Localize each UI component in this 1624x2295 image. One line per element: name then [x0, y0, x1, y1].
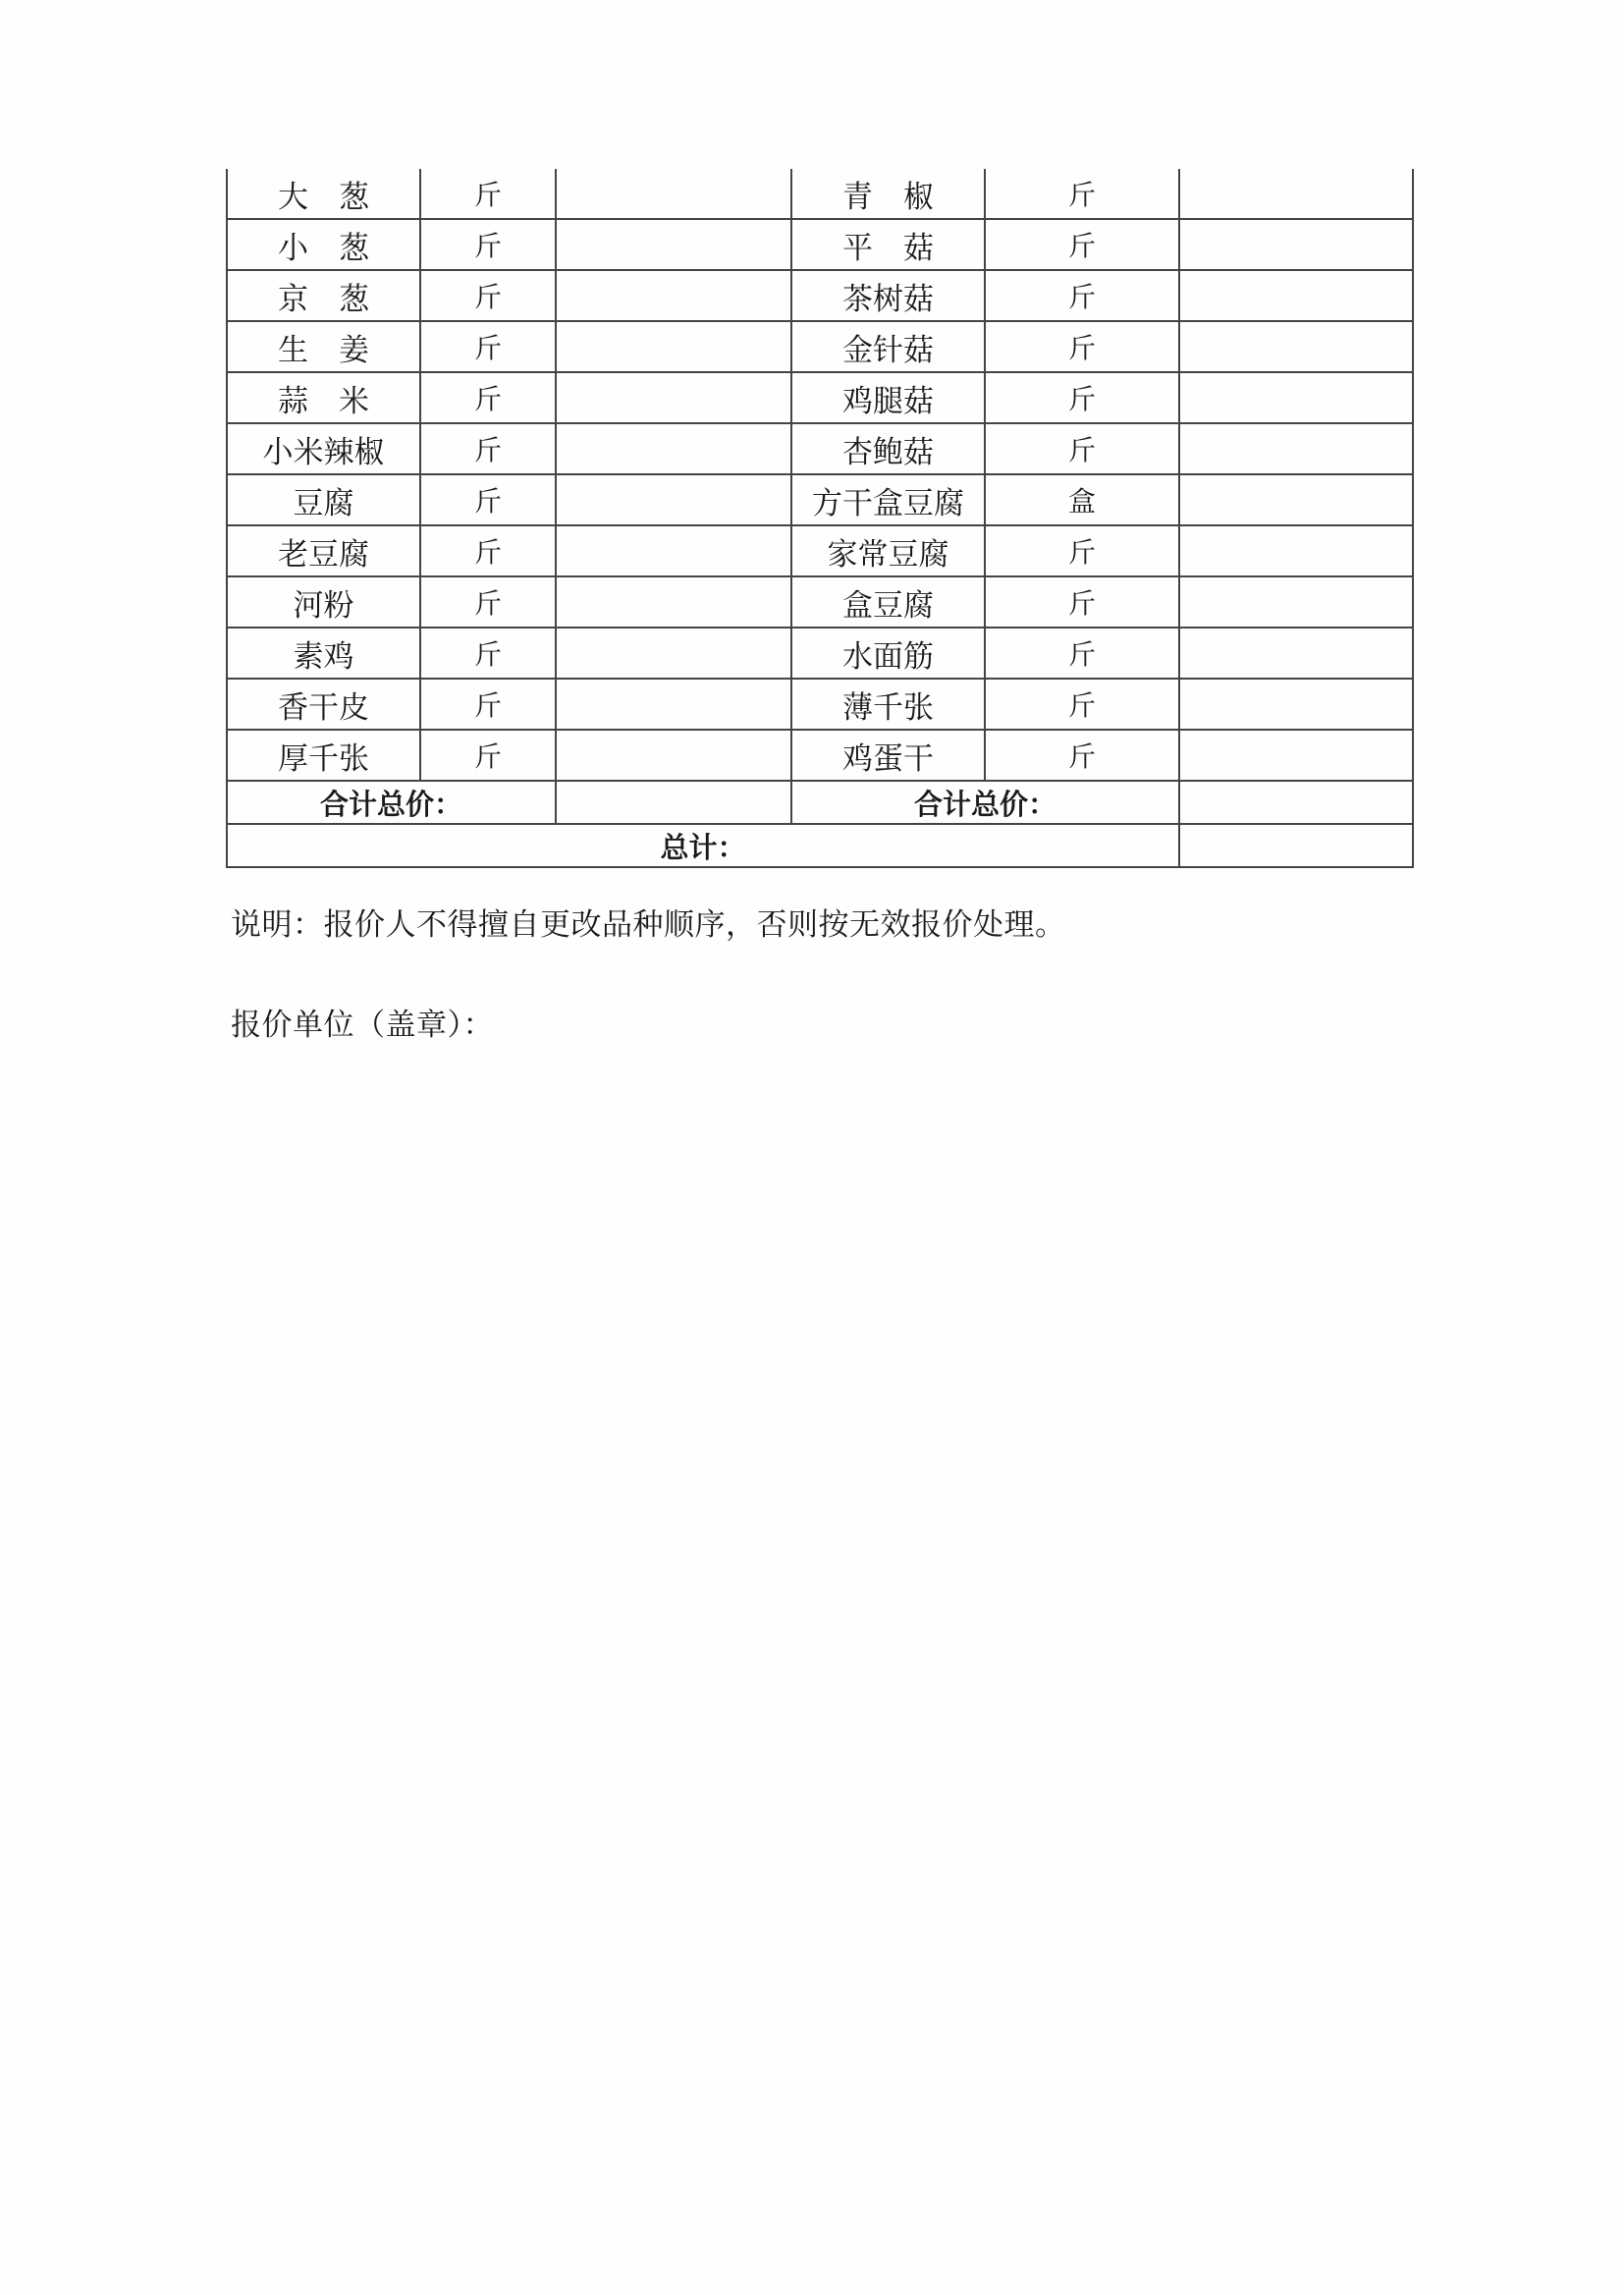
right-item-name: 鸡蛋干: [791, 730, 985, 781]
left-item-name: 蒜 米: [227, 372, 420, 423]
left-item-price: [556, 219, 791, 270]
right-item-name: 方干盒豆腐: [791, 474, 985, 525]
item-rows: [227, 169, 1413, 781]
subtotal-row: [227, 781, 1413, 824]
left-item-price: [556, 169, 791, 219]
right-item-name: 茶树菇: [791, 270, 985, 321]
table-row: [227, 321, 1413, 372]
right-item-unit: 斤: [985, 270, 1179, 321]
left-item-unit: 斤: [420, 423, 556, 474]
price-quote-table: [226, 169, 1414, 868]
table-row: [227, 423, 1413, 474]
right-item-price: [1179, 679, 1413, 730]
left-item-unit: 斤: [420, 372, 556, 423]
left-item-name: 生 姜: [227, 321, 420, 372]
left-item-price: [556, 730, 791, 781]
left-item-name: 老豆腐: [227, 525, 420, 576]
right-item-price: [1179, 270, 1413, 321]
table-row: [227, 679, 1413, 730]
right-item-unit: 斤: [985, 219, 1179, 270]
right-item-unit: 斤: [985, 679, 1179, 730]
right-item-price: [1179, 321, 1413, 372]
right-item-name: 青 椒: [791, 169, 985, 219]
left-item-price: [556, 474, 791, 525]
right-item-unit: 斤: [985, 321, 1179, 372]
right-item-price: [1179, 423, 1413, 474]
right-item-unit: 斤: [985, 730, 1179, 781]
left-item-price: [556, 628, 791, 679]
right-item-price: [1179, 219, 1413, 270]
right-item-name: 金针菇: [791, 321, 985, 372]
table-row: [227, 219, 1413, 270]
right-item-unit: 斤: [985, 423, 1179, 474]
left-item-name: 京 葱: [227, 270, 420, 321]
left-item-price: [556, 270, 791, 321]
subtotal-left-value: [556, 781, 791, 824]
right-item-name: 平 菇: [791, 219, 985, 270]
table-row: [227, 730, 1413, 781]
right-item-price: [1179, 576, 1413, 628]
left-item-unit: 斤: [420, 321, 556, 372]
left-item-unit: 斤: [420, 576, 556, 628]
left-item-name: 素鸡: [227, 628, 420, 679]
table-row: [227, 270, 1413, 321]
left-item-price: [556, 679, 791, 730]
left-item-price: [556, 525, 791, 576]
quoting-unit-stamp-line: 报价单位（盖章）：: [231, 1008, 494, 1043]
right-item-name: 盒豆腐: [791, 576, 985, 628]
right-item-unit: 斤: [985, 576, 1179, 628]
left-item-unit: 斤: [420, 474, 556, 525]
right-item-unit: 盒: [985, 474, 1179, 525]
table-row: [227, 169, 1413, 219]
table-row: [227, 474, 1413, 525]
grand-total-value: [1179, 824, 1413, 867]
left-item-unit: 斤: [420, 730, 556, 781]
subtotal-right-value: [1179, 781, 1413, 824]
table-row: [227, 372, 1413, 423]
right-item-name: 家常豆腐: [791, 525, 985, 576]
grand-total-label: 总计：: [227, 824, 1179, 867]
grand-total-row: [227, 824, 1413, 867]
subtotal-right-label: 合计总价：: [791, 781, 1179, 824]
left-item-unit: 斤: [420, 219, 556, 270]
left-item-unit: 斤: [420, 525, 556, 576]
right-item-name: 杏鲍菇: [791, 423, 985, 474]
left-item-name: 大 葱: [227, 169, 420, 219]
table-row: [227, 576, 1413, 628]
left-item-price: [556, 321, 791, 372]
right-item-name: 水面筋: [791, 628, 985, 679]
right-item-price: [1179, 628, 1413, 679]
instruction-note: 说明：报价人不得擅自更改品种顺序，否则按无效报价处理。: [231, 907, 1066, 943]
left-item-name: 小米辣椒: [227, 423, 420, 474]
subtotal-left-label: 合计总价：: [227, 781, 556, 824]
left-item-name: 豆腐: [227, 474, 420, 525]
right-item-unit: 斤: [985, 169, 1179, 219]
left-item-name: 河粉: [227, 576, 420, 628]
right-item-price: [1179, 372, 1413, 423]
right-item-unit: 斤: [985, 628, 1179, 679]
left-item-price: [556, 576, 791, 628]
left-item-price: [556, 372, 791, 423]
left-item-unit: 斤: [420, 169, 556, 219]
right-item-price: [1179, 474, 1413, 525]
right-item-unit: 斤: [985, 525, 1179, 576]
left-item-unit: 斤: [420, 270, 556, 321]
left-item-name: 厚千张: [227, 730, 420, 781]
right-item-unit: 斤: [985, 372, 1179, 423]
left-item-unit: 斤: [420, 679, 556, 730]
left-item-unit: 斤: [420, 628, 556, 679]
right-item-name: 薄千张: [791, 679, 985, 730]
left-item-name: 小 葱: [227, 219, 420, 270]
table-row: [227, 525, 1413, 576]
right-item-price: [1179, 730, 1413, 781]
right-item-price: [1179, 169, 1413, 219]
right-item-price: [1179, 525, 1413, 576]
left-item-name: 香干皮: [227, 679, 420, 730]
table-row: [227, 628, 1413, 679]
right-item-name: 鸡腿菇: [791, 372, 985, 423]
left-item-price: [556, 423, 791, 474]
